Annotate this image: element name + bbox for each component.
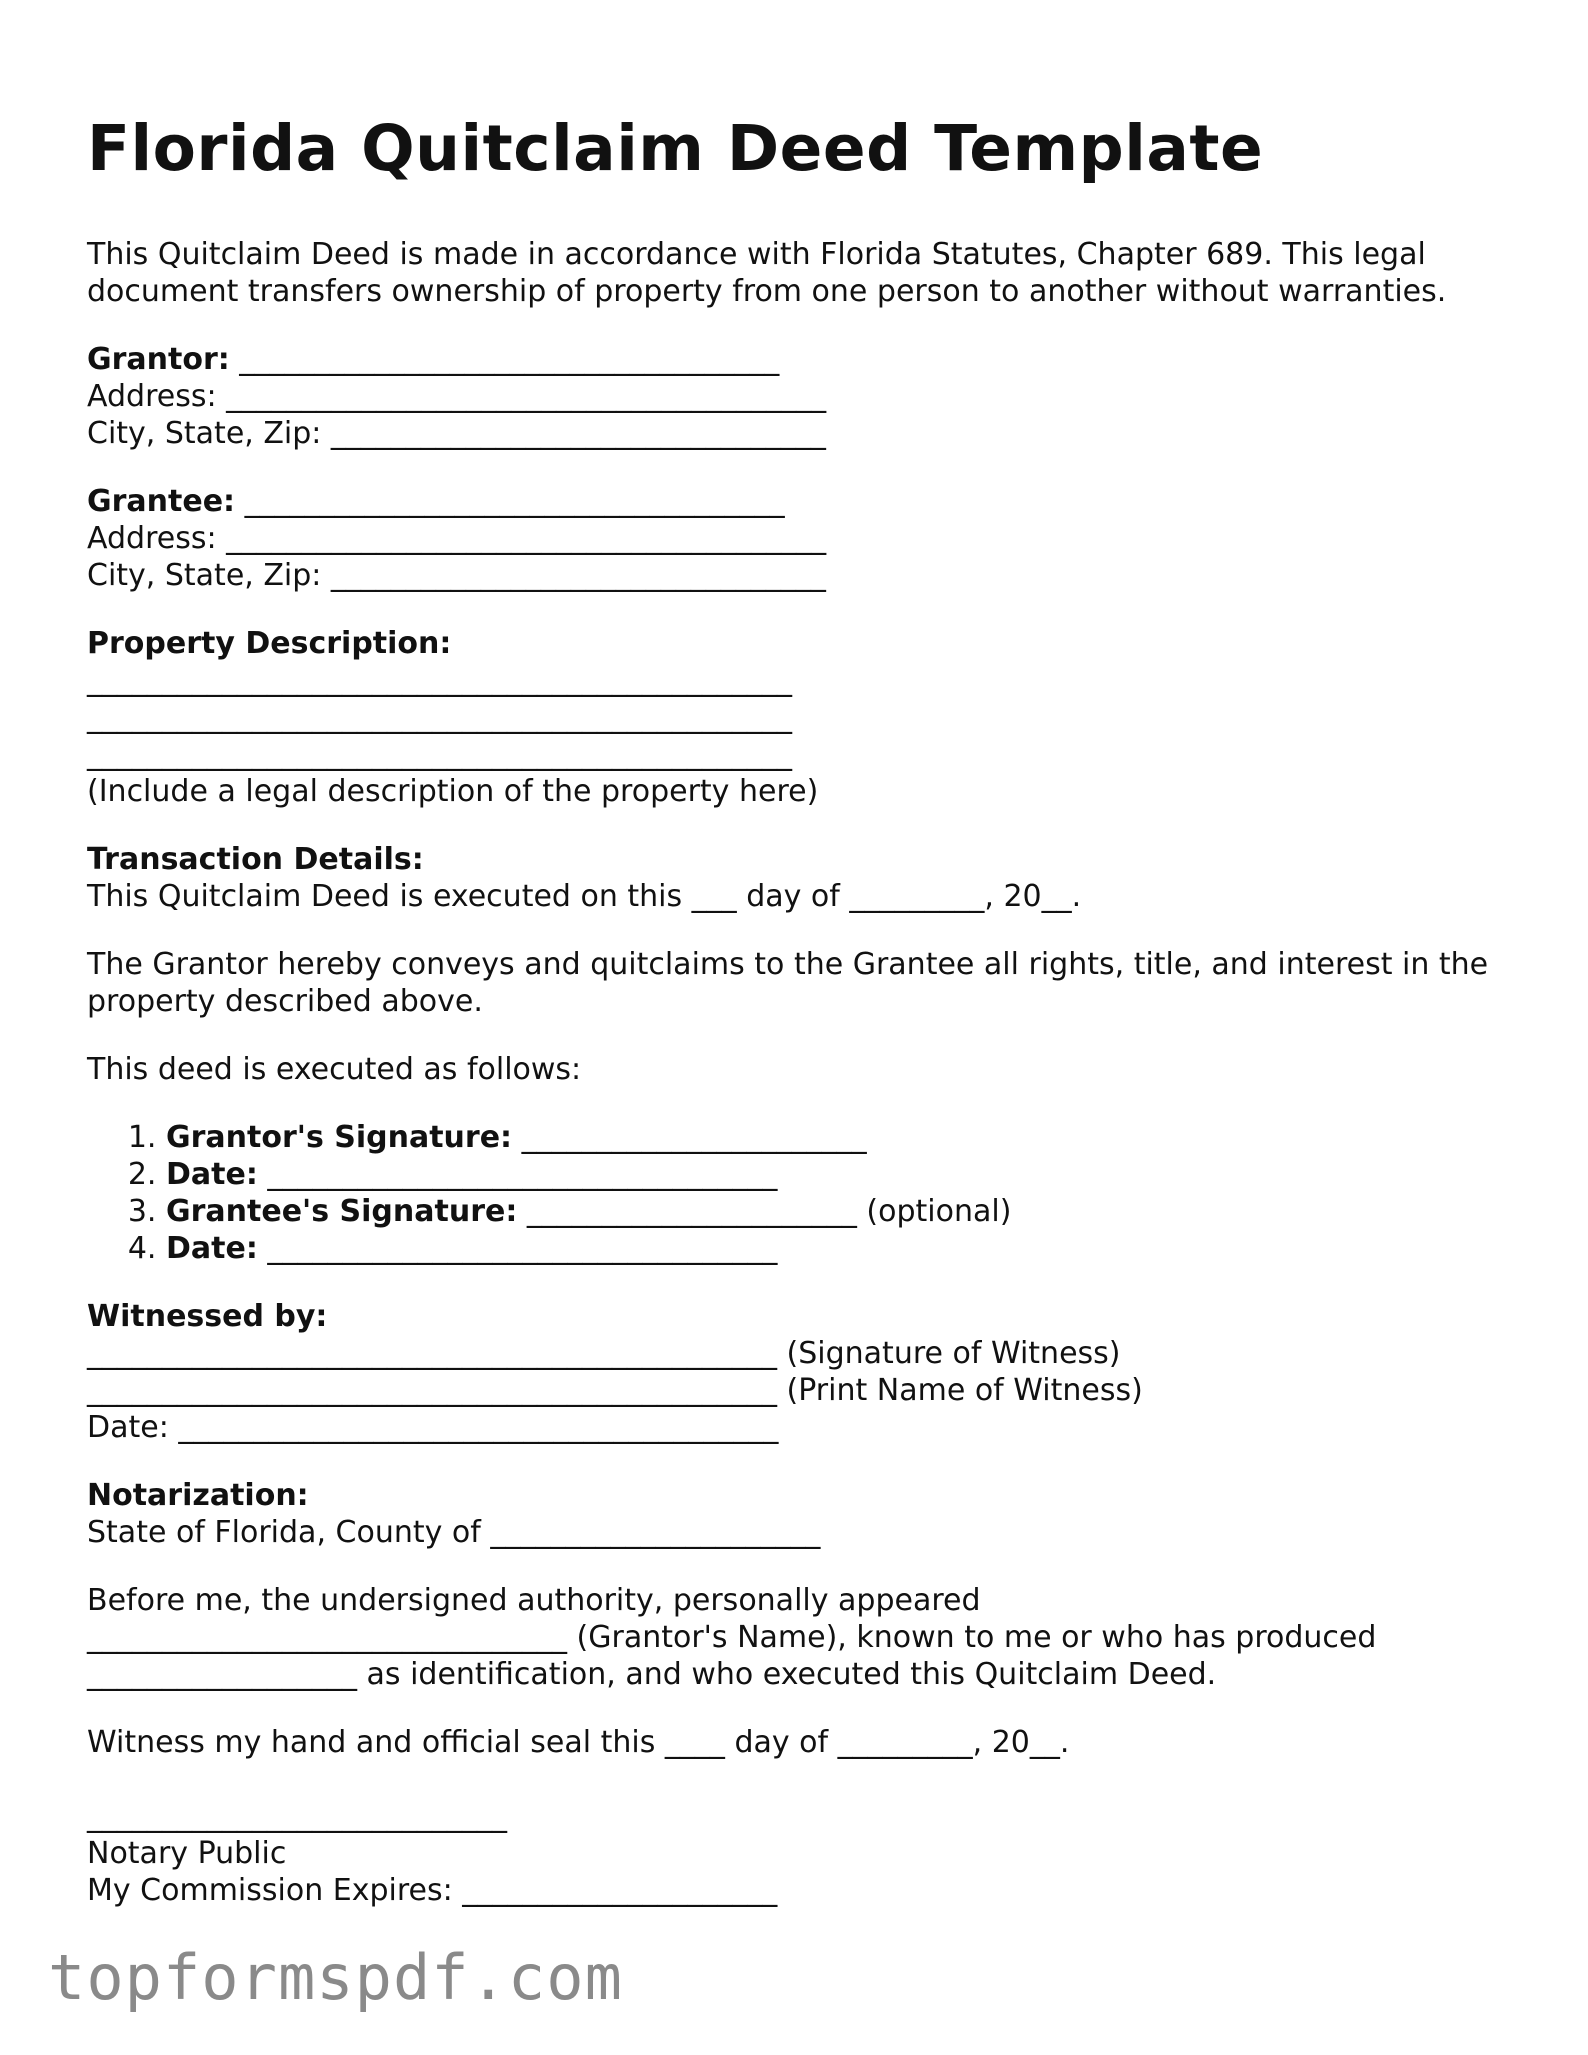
witness-label-text: Witnessed by: [87, 1299, 328, 1334]
grantor-label: Grantor: [87, 342, 230, 377]
property-label-text: Property Description: [87, 626, 452, 661]
notary-signature-block [87, 1798, 1507, 1909]
grantee-name-blank: ____________________________________ [235, 484, 785, 519]
property-blank-line-1: _______________________________________________ [87, 663, 792, 698]
witness-label [87, 1298, 1507, 1335]
execution-list [87, 1119, 1507, 1267]
grantor-name-line [87, 341, 1507, 378]
transaction-label [87, 841, 1507, 878]
witness-print-name-line: ______________________________________________ (Print Name of Witness) [87, 1373, 1143, 1408]
list-item [166, 1156, 1507, 1193]
executed-follows-paragraph: This deed is executed as follows: [87, 1052, 582, 1087]
list-item-label: Date: [166, 1231, 258, 1266]
conveys-paragraph: The Grantor hereby conveys and quitclaims to the Grantee all rights, title, and interest in the property described above. [87, 947, 1489, 1019]
grantee-address-line: Address: ________________________________________ [87, 521, 827, 556]
property-blank-line-3: _______________________________________________ [87, 737, 792, 772]
intro-paragraph: This Quitclaim Deed is made in accordance with Florida Statutes, Chapter 689. This legal document transfers ownership of property from one person to another without warranties. [87, 237, 1447, 309]
notarization-label-text: Notarization: [87, 1478, 309, 1513]
document-page [87, 105, 1507, 1940]
transaction-label-text: Transaction Details: [87, 842, 424, 877]
notarization-label [87, 1477, 1507, 1514]
grantee-section [87, 483, 1507, 594]
grantee-city-line: City, State, Zip: _________________________________ [87, 558, 826, 593]
list-item-label: Grantor's Signature: [166, 1120, 513, 1155]
appeared-line-1: Before me, the undersigned authority, personally appeared [87, 1583, 981, 1618]
property-blank-line-2: _______________________________________________ [87, 700, 792, 735]
list-item-blank: __________________________________ [257, 1157, 778, 1192]
property-note: (Include a legal description of the property here) [87, 774, 819, 809]
document-title: Florida Quitclaim Deed Template [87, 112, 1264, 185]
appeared-line-3: __________________ as identification, and who executed this Quitclaim Deed. [87, 1657, 1217, 1692]
list-item-blank: ______________________ (optional) [517, 1194, 1012, 1229]
list-item [166, 1230, 1507, 1267]
notary-signature-line: ____________________________ [87, 1799, 507, 1834]
property-label [87, 625, 1507, 662]
property-section [87, 625, 1507, 810]
list-item [166, 1119, 1507, 1156]
list-item [166, 1193, 1507, 1230]
notarization-county-line: State of Florida, County of ______________________ [87, 1515, 821, 1550]
appeared-line-2: ________________________________ (Grantor's Name), known to me or who has produced [87, 1620, 1377, 1655]
notary-public-label: Notary Public [87, 1836, 287, 1871]
appeared-paragraph [87, 1582, 1507, 1693]
commission-expires-line: My Commission Expires: _____________________ [87, 1873, 778, 1908]
witness-date-line: Date: ________________________________________ [87, 1410, 779, 1445]
witness-section [87, 1298, 1507, 1446]
list-item-label: Date: [166, 1157, 258, 1192]
list-item-blank: _______________________ [512, 1120, 867, 1155]
transaction-section [87, 841, 1507, 915]
list-item-blank: __________________________________ [257, 1231, 778, 1266]
list-item-label: Grantee's Signature: [166, 1194, 518, 1229]
grantee-label: Grantee: [87, 484, 236, 519]
grantee-name-line [87, 483, 1507, 520]
grantor-section [87, 341, 1507, 452]
grantor-address-line: Address: ________________________________________ [87, 379, 827, 414]
witness-signature-line: ______________________________________________ (Signature of Witness) [87, 1336, 1121, 1371]
notarization-section [87, 1477, 1507, 1551]
transaction-executed-line: This Quitclaim Deed is executed on this ___ day of _________, 20__. [87, 879, 1082, 914]
grantor-city-line: City, State, Zip: _________________________________ [87, 416, 826, 451]
seal-paragraph: Witness my hand and official seal this ____ day of _________, 20__. [87, 1725, 1070, 1760]
grantor-name-blank: ____________________________________ [229, 342, 780, 377]
site-watermark: topformspdf.com [48, 1941, 623, 2014]
